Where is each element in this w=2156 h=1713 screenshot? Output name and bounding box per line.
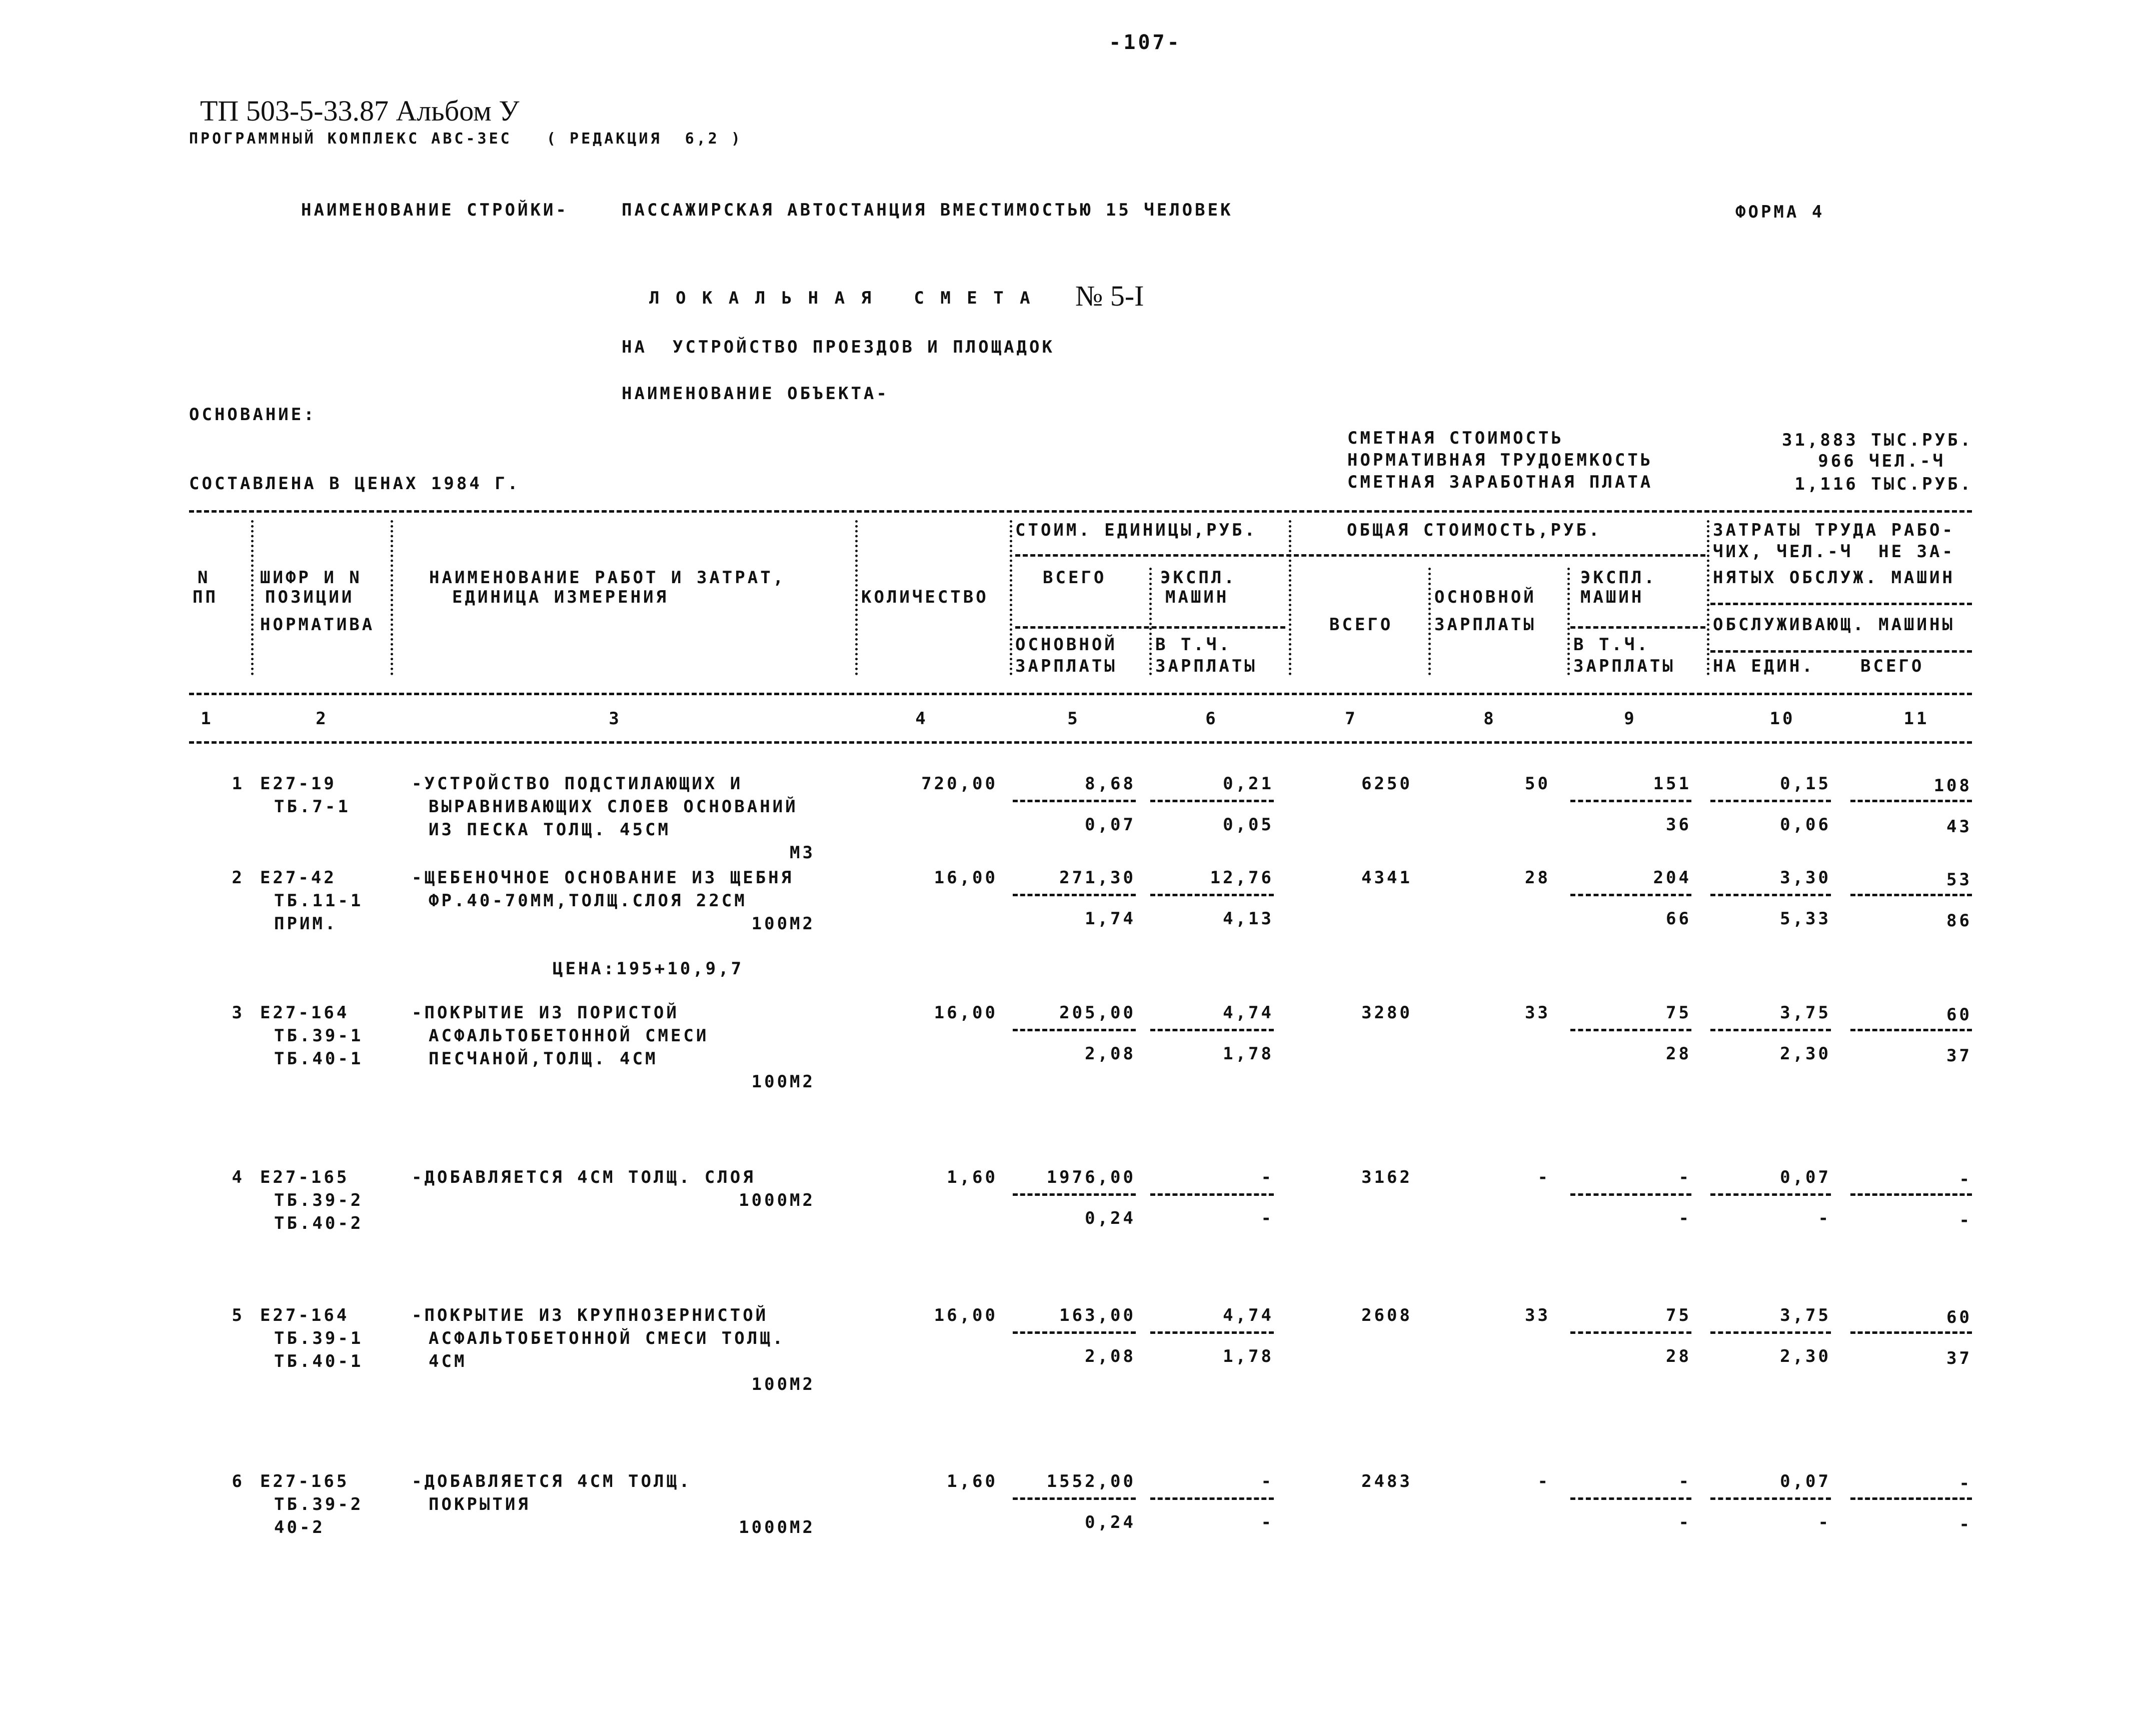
album-title: ТП 503-5-33.87 Альбом У	[200, 95, 520, 127]
labor-total: -	[1959, 1169, 1972, 1189]
work-name: -ПОКРЫТИЕ ИЗ КРУПНОЗЕРНИСТОЙ	[412, 1305, 769, 1325]
subtotal-dash	[1013, 800, 1136, 802]
column-number: 3	[609, 709, 622, 729]
page-number: -107-	[1109, 31, 1182, 54]
labor-total: 108	[1933, 776, 1972, 796]
unit-cost-wage: 2,08	[1085, 1044, 1136, 1064]
subtotal-dash	[1570, 894, 1691, 896]
total-cost: 2483	[1361, 1471, 1412, 1491]
header-labor-total: ВСЕГО	[1860, 656, 1924, 676]
header-total-mach: МАШИН	[1580, 587, 1644, 607]
subtotal-dash	[1570, 800, 1691, 802]
subtotal-dash	[1570, 1193, 1691, 1196]
header-total-all: ВСЕГО	[1329, 615, 1393, 635]
norm-code: Е27-165	[260, 1471, 350, 1491]
quantity: 16,00	[934, 1305, 998, 1325]
unit-cost-wage: 1,74	[1085, 909, 1136, 929]
header-code: ПОЗИЦИИ	[265, 587, 355, 607]
column-number: 1	[201, 709, 214, 729]
header-unit-mach: МАШИН	[1165, 587, 1229, 607]
unit-cost-machines: 4,74	[1223, 1003, 1274, 1023]
subtotal-dash	[1850, 1029, 1972, 1031]
unit-cost-wage: 0,24	[1085, 1208, 1136, 1228]
unit-machines-wage: 1,78	[1223, 1346, 1274, 1366]
total-wage: 50	[1525, 774, 1550, 794]
rule-line	[189, 741, 1972, 744]
unit-machines-wage: -	[1261, 1208, 1274, 1228]
subtotal-dash	[1710, 894, 1831, 896]
total-wage: 28	[1525, 868, 1550, 888]
unit-cost-machines: -	[1261, 1167, 1274, 1187]
total-machines-wage: 66	[1666, 909, 1691, 929]
column-number: 8	[1483, 709, 1496, 729]
subtotal-dash	[1850, 1193, 1972, 1196]
work-name: -ПОКРЫТИЕ ИЗ ПОРИСТОЙ	[412, 1003, 679, 1023]
unit-machines-wage: 0,05	[1223, 815, 1274, 835]
row-number: 2	[232, 868, 245, 888]
unit-machines-wage: -	[1261, 1512, 1274, 1532]
quantity: 720,00	[921, 774, 998, 794]
labor-machines-total: 37	[1946, 1348, 1972, 1368]
unit-cost-wage: 2,08	[1085, 1346, 1136, 1366]
column-separator	[251, 520, 254, 675]
subtotal-dash	[1710, 1331, 1831, 1334]
work-name: -ДОБАВЛЯЕТСЯ 4СМ ТОЛЩ.	[412, 1471, 692, 1491]
norm-code: ТБ.39-2	[274, 1190, 364, 1210]
header-labor-sub: ОБСЛУЖИВАЮЩ. МАШИНЫ	[1713, 615, 1955, 635]
work-name: ПЕСЧАНОЙ,ТОЛЩ. 4СМ	[429, 1049, 658, 1069]
summary-label: СМЕТНАЯ ЗАРАБОТНАЯ ПЛАТА	[1347, 472, 1653, 492]
subtotal-dash	[1570, 1497, 1691, 1500]
total-machines: 75	[1666, 1305, 1691, 1325]
subtotal-dash	[1570, 1331, 1691, 1334]
total-machines: -	[1678, 1167, 1691, 1187]
total-machines: 204	[1653, 868, 1691, 888]
labor-machines-per-unit: 0,06	[1780, 815, 1831, 835]
column-number: 4	[915, 709, 928, 729]
header-labor: ЗАТРАТЫ ТРУДА РАБО-	[1713, 520, 1955, 540]
work-name: ИЗ ПЕСКА ТОЛЩ. 45СМ	[429, 820, 671, 840]
norm-code: ТБ.40-2	[274, 1213, 364, 1233]
header-total-wage: ОСНОВНОЙ	[1434, 587, 1536, 607]
subtotal-dash	[1013, 1497, 1136, 1500]
total-wage: 33	[1525, 1305, 1550, 1325]
total-cost: 4341	[1361, 868, 1412, 888]
total-machines-wage: -	[1678, 1208, 1691, 1228]
summary-value: 1,116 ТЫС.РУБ.	[1794, 474, 1973, 494]
software-line: ПРОГРАММНЫЙ КОМПЛЕКС АВС-3ЕС ( РЕДАКЦИЯ 6,2 )	[189, 130, 743, 148]
unit-cost-total: 1552,00	[1046, 1471, 1136, 1491]
labor-per-unit: 0,07	[1780, 1471, 1831, 1491]
labor-per-unit: 3,75	[1780, 1305, 1831, 1325]
norm-code: Е27-164	[260, 1305, 350, 1325]
basis-label: ОСНОВАНИЕ:	[189, 405, 317, 425]
labor-machines-per-unit: -	[1818, 1512, 1831, 1532]
object-label: НАИМЕНОВАНИЕ ОБЪЕКТА-	[622, 384, 889, 404]
header-n: ПП	[193, 587, 218, 607]
norm-code: Е27-19	[260, 774, 337, 794]
rule-line	[1710, 603, 1972, 605]
total-machines: 75	[1666, 1003, 1691, 1023]
labor-machines-per-unit: 2,30	[1780, 1044, 1831, 1064]
subtotal-dash	[1150, 1193, 1274, 1196]
summary-value: 966 ЧЕЛ.-Ч	[1818, 451, 1945, 471]
unit-machines-wage: 4,13	[1223, 909, 1274, 929]
work-name: АСФАЛЬТОБЕТОННОЙ СМЕСИ	[429, 1026, 709, 1046]
header-total-mach: ЭКСПЛ.	[1580, 568, 1657, 588]
labor-machines-total: 37	[1946, 1046, 1972, 1066]
header-unit-incl: В Т.Ч.	[1155, 635, 1232, 655]
summary-value: 31,883 ТЫС.РУБ.	[1781, 430, 1973, 450]
column-number: 6	[1205, 709, 1218, 729]
subtotal-dash	[1150, 1029, 1274, 1031]
work-name: -ДОБАВЛЯЕТСЯ 4СМ ТОЛЩ. СЛОЯ	[412, 1167, 756, 1187]
column-number: 5	[1067, 709, 1080, 729]
work-name: ФР.40-70ММ,ТОЛЩ.СЛОЯ 22СМ	[429, 891, 747, 911]
header-code: ШИФР И N	[260, 568, 362, 588]
labor-total: 60	[1946, 1005, 1972, 1025]
header-total-cost: ОБЩАЯ СТОИМОСТЬ,РУБ.	[1347, 520, 1602, 540]
column-separator	[1567, 568, 1570, 675]
estimate-subject: НА УСТРОЙСТВО ПРОЕЗДОВ И ПЛОЩАДОК	[622, 337, 1055, 357]
work-name: ПОКРЫТИЯ	[429, 1494, 531, 1514]
norm-code: ТБ.11-1	[274, 891, 364, 911]
header-labor: ЧИХ, ЧЕЛ.-Ч НЕ ЗА-	[1713, 542, 1955, 562]
unit-machines-wage: 1,78	[1223, 1044, 1274, 1064]
subtotal-dash	[1850, 800, 1972, 802]
labor-machines-total: -	[1959, 1514, 1972, 1534]
header-total-incl: ЗАРПЛАТЫ	[1573, 656, 1675, 676]
subtotal-dash	[1150, 1497, 1274, 1500]
header-labor-unit: НА ЕДИН.	[1713, 656, 1815, 676]
work-name: АСФАЛЬТОБЕТОННОЙ СМЕСИ ТОЛЩ.	[429, 1328, 786, 1348]
work-name: 4СМ	[429, 1351, 467, 1371]
construction-name: ПАССАЖИРСКАЯ АВТОСТАНЦИЯ ВМЕСТИМОСТЬЮ 15 ЧЕЛОВЕК	[622, 200, 1233, 220]
summary-label: СМЕТНАЯ СТОИМОСТЬ	[1347, 428, 1564, 448]
row-number: 5	[232, 1305, 245, 1325]
norm-code: ТБ.40-1	[274, 1049, 364, 1069]
prices-note: СОСТАВЛЕНА В ЦЕНАХ 1984 Г.	[189, 474, 521, 494]
row-number: 6	[232, 1471, 245, 1491]
row-number: 4	[232, 1167, 245, 1187]
total-cost: 3162	[1361, 1167, 1412, 1187]
norm-code: ТБ.40-1	[274, 1351, 364, 1371]
total-machines: 151	[1653, 774, 1691, 794]
total-machines-wage: -	[1678, 1512, 1691, 1532]
norm-code: ТБ.7-1	[274, 797, 351, 817]
header-unit-incl: ЗАРПЛАТЫ	[1155, 656, 1257, 676]
header-name: НАИМЕНОВАНИЕ РАБОТ И ЗАТРАТ,	[429, 568, 786, 588]
unit-of-measure: 100М2	[751, 1072, 815, 1092]
column-number: 9	[1624, 709, 1637, 729]
labor-machines-per-unit: 5,33	[1780, 909, 1831, 929]
summary-label: НОРМАТИВНАЯ ТРУДОЕМКОСТЬ	[1347, 450, 1653, 470]
norm-code: ПРИМ.	[274, 914, 338, 934]
labor-machines-total: 43	[1946, 817, 1972, 837]
total-cost: 3280	[1361, 1003, 1412, 1023]
unit-cost-total: 163,00	[1059, 1305, 1136, 1325]
column-separator	[1707, 520, 1709, 675]
header-unit-wage: ОСНОВНОЙ	[1015, 635, 1117, 655]
norm-code: ТБ.39-1	[274, 1328, 364, 1348]
row-number: 3	[232, 1003, 245, 1023]
unit-of-measure: 100М2	[751, 914, 815, 934]
norm-code: Е27-42	[260, 868, 337, 888]
subtotal-dash	[1850, 1331, 1972, 1334]
total-wage: 33	[1525, 1003, 1550, 1023]
total-wage: -	[1537, 1471, 1550, 1491]
unit-of-measure: М3	[790, 843, 815, 863]
row-number: 1	[232, 774, 245, 794]
work-name: -УСТРОЙСТВО ПОДСТИЛАЮЩИХ И	[412, 774, 743, 794]
labor-total: 53	[1946, 870, 1972, 890]
column-number: 10	[1769, 709, 1795, 729]
rule-line	[189, 510, 1972, 513]
header-unit-total: ВСЕГО	[1043, 568, 1107, 588]
subtotal-dash	[1150, 1331, 1274, 1334]
labor-total: 60	[1946, 1307, 1972, 1327]
labor-machines-per-unit: -	[1818, 1208, 1831, 1228]
labor-per-unit: 0,15	[1780, 774, 1831, 794]
subtotal-dash	[1710, 800, 1831, 802]
unit-cost-total: 8,68	[1085, 774, 1136, 794]
header-unit-cost: СТОИМ. ЕДИНИЦЫ,РУБ.	[1015, 520, 1257, 540]
labor-per-unit: 3,30	[1780, 868, 1831, 888]
work-name: -ЩЕБЕНОЧНОЕ ОСНОВАНИЕ ИЗ ЩЕБНЯ	[412, 868, 794, 888]
unit-cost-total: 1976,00	[1046, 1167, 1136, 1187]
total-machines-wage: 28	[1666, 1044, 1691, 1064]
total-cost: 6250	[1361, 774, 1412, 794]
column-separator	[391, 520, 393, 675]
unit-cost-wage: 0,07	[1085, 815, 1136, 835]
subtotal-dash	[1850, 894, 1972, 896]
unit-cost-machines: -	[1261, 1471, 1274, 1491]
header-name: ЕДИНИЦА ИЗМЕРЕНИЯ	[452, 587, 669, 607]
unit-of-measure: 100М2	[751, 1374, 815, 1394]
unit-cost-machines: 0,21	[1223, 774, 1274, 794]
total-machines-wage: 36	[1666, 815, 1691, 835]
norm-code: ТБ.39-1	[274, 1026, 364, 1046]
labor-machines-total: -	[1959, 1210, 1972, 1230]
header-qty: КОЛИЧЕСТВО	[861, 587, 989, 607]
column-number: 2	[316, 709, 329, 729]
header-unit-wage: ЗАРПЛАТЫ	[1015, 656, 1117, 676]
work-name: ВЫРАВНИВАЮЩИХ СЛОЕВ ОСНОВАНИЙ	[429, 797, 798, 817]
unit-of-measure: 1000М2	[739, 1190, 815, 1210]
unit-cost-total: 271,30	[1059, 868, 1136, 888]
subtotal-dash	[1150, 800, 1274, 802]
quantity: 1,60	[947, 1167, 998, 1187]
unit-cost-total: 205,00	[1059, 1003, 1136, 1023]
subtotal-dash	[1013, 1029, 1136, 1031]
construction-label: НАИМЕНОВАНИЕ СТРОЙКИ-	[301, 200, 569, 220]
header-total-wage: ЗАРПЛАТЫ	[1434, 615, 1536, 635]
rule-line	[1710, 650, 1972, 653]
subtotal-dash	[1013, 894, 1136, 896]
subtotal-dash	[1570, 1029, 1691, 1031]
labor-per-unit: 3,75	[1780, 1003, 1831, 1023]
column-number: 11	[1903, 709, 1929, 729]
subtotal-dash	[1013, 1193, 1136, 1196]
header-labor: НЯТЫХ ОБСЛУЖ. МАШИН	[1713, 568, 1955, 588]
unit-cost-machines: 12,76	[1210, 868, 1274, 888]
unit-cost-machines: 4,74	[1223, 1305, 1274, 1325]
header-unit-mach: ЭКСПЛ.	[1160, 568, 1237, 588]
rule-line	[1570, 626, 1705, 629]
form-number: ФОРМА 4	[1735, 202, 1825, 222]
quantity: 1,60	[947, 1471, 998, 1491]
labor-machines-per-unit: 2,30	[1780, 1346, 1831, 1366]
unit-cost-wage: 0,24	[1085, 1512, 1136, 1532]
estimate-number: № 5-I	[1075, 280, 1144, 312]
subtotal-dash	[1150, 894, 1274, 896]
labor-per-unit: 0,07	[1780, 1167, 1831, 1187]
column-separator	[1149, 568, 1152, 675]
unit-of-measure: 1000М2	[739, 1517, 815, 1537]
price-note: ЦЕНА:195+10,9,7	[553, 959, 744, 979]
header-total-incl: В Т.Ч.	[1573, 635, 1650, 655]
subtotal-dash	[1013, 1331, 1136, 1334]
column-separator	[1289, 520, 1291, 675]
column-separator	[1428, 568, 1431, 675]
total-wage: -	[1537, 1167, 1550, 1187]
total-cost: 2608	[1361, 1305, 1412, 1325]
column-separator	[1010, 520, 1012, 675]
subtotal-dash	[1850, 1497, 1972, 1500]
subtotal-dash	[1710, 1029, 1831, 1031]
header-n: N	[198, 568, 211, 588]
column-separator	[855, 520, 858, 675]
norm-code: Е27-165	[260, 1167, 350, 1187]
column-number: 7	[1345, 709, 1358, 729]
quantity: 16,00	[934, 1003, 998, 1023]
labor-total: -	[1959, 1473, 1972, 1493]
quantity: 16,00	[934, 868, 998, 888]
rule-line	[1015, 554, 1705, 557]
subtotal-dash	[1710, 1193, 1831, 1196]
header-code: НОРМАТИВА	[260, 615, 375, 635]
norm-code: 40-2	[274, 1517, 325, 1537]
labor-machines-total: 86	[1946, 911, 1972, 931]
norm-code: Е27-164	[260, 1003, 350, 1023]
norm-code: ТБ.39-2	[274, 1494, 364, 1514]
rule-line	[189, 693, 1972, 695]
document-title: Л О К А Л Ь Н А Я С М Е Т А	[649, 288, 1033, 308]
subtotal-dash	[1710, 1497, 1831, 1500]
total-machines: -	[1678, 1471, 1691, 1491]
total-machines-wage: 28	[1666, 1346, 1691, 1366]
